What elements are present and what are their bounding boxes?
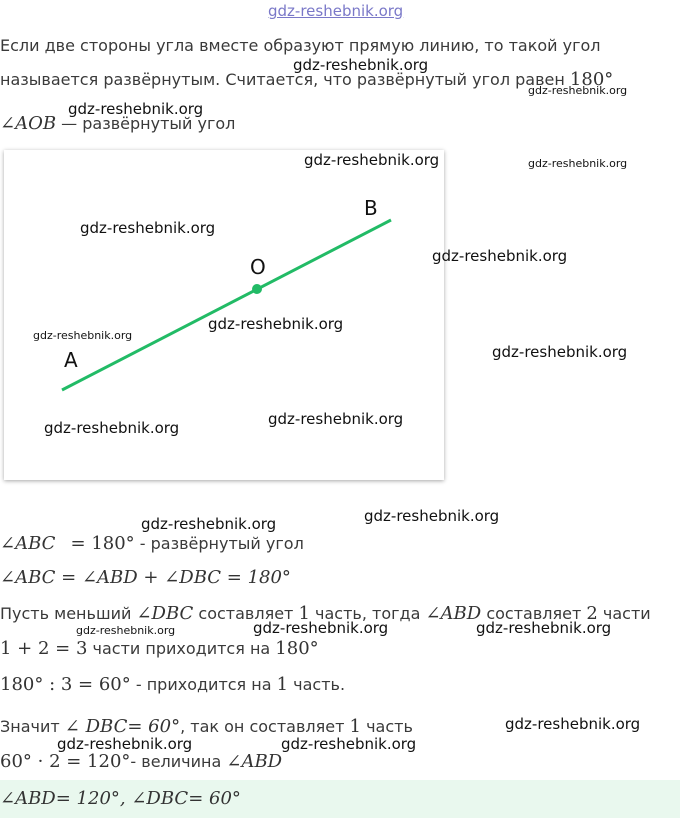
angle-dbc-value: ∠ DBC= 60° xyxy=(64,716,181,737)
solution-line-3-part-a: Пусть меньший xyxy=(0,604,132,623)
solution-line-1-text: - развёрнутый угол xyxy=(139,534,304,553)
division-equation: 180° : 3 = 60° xyxy=(0,674,131,695)
solution-line-2 xyxy=(0,567,291,588)
solution-line-7 xyxy=(0,751,282,772)
solution-line-4-text: части приходится на xyxy=(92,639,271,658)
solution-line-1 xyxy=(0,533,304,554)
solution-line-7-text: - величина xyxy=(130,752,222,771)
watermark: gdz-reshebnik.org xyxy=(528,157,628,170)
solution-line-3-part-d: составляет xyxy=(486,604,582,623)
intro-line-2-value: 180° xyxy=(569,69,614,90)
watermark: gdz-reshebnik.org xyxy=(33,329,133,342)
watermark: gdz-reshebnik.org xyxy=(268,410,404,428)
watermark: gdz-reshebnik.org xyxy=(76,624,176,637)
equals-180: = 180° xyxy=(70,533,135,554)
solution-line-5-number: 1 xyxy=(276,674,289,695)
intro-line-2-text: называется развёрнутым. Считается, что развёрнутый угол равен xyxy=(0,70,565,89)
solution-line-6 xyxy=(0,716,413,737)
solution-line-3-part-b: составляет xyxy=(198,604,294,623)
watermark: gdz-reshebnik.org xyxy=(281,735,417,753)
intro-line-1: Если две стороны угла вместе образуют прямую линию, то такой угол xyxy=(0,36,601,55)
point-o xyxy=(252,284,262,294)
watermark: gdz-reshebnik.org xyxy=(208,315,344,333)
angle-abc: ∠ABC xyxy=(0,533,56,554)
watermark: gdz-reshebnik.org xyxy=(44,419,180,437)
solution-line-6-part-c: часть xyxy=(366,717,413,736)
watermark: gdz-reshebnik.org xyxy=(528,84,628,97)
watermark-top: gdz-reshebnik.org xyxy=(268,2,404,20)
solution-line-4 xyxy=(0,638,319,659)
label-a: A xyxy=(64,348,78,372)
one-part-number: 1 xyxy=(298,603,310,624)
watermark: gdz-reshebnik.org xyxy=(505,715,641,733)
watermark: gdz-reshebnik.org xyxy=(68,100,204,118)
two-parts-number: 2 xyxy=(586,603,598,624)
watermark: gdz-reshebnik.org xyxy=(80,219,216,237)
solution-line-3 xyxy=(0,603,651,624)
watermark: gdz-reshebnik.org xyxy=(432,247,568,265)
solution-line-6-part-a: Значит xyxy=(0,717,60,736)
watermark: gdz-reshebnik.org xyxy=(253,619,389,637)
line-ab xyxy=(62,220,391,390)
multiplication-equation: 60° · 2 = 120° xyxy=(0,751,131,772)
angle-aob: ∠AOB xyxy=(0,113,57,134)
solution-line-5-end: часть. xyxy=(293,675,346,694)
watermark: gdz-reshebnik.org xyxy=(57,735,193,753)
solution-line-6-part-b: , так он составляет xyxy=(180,717,345,736)
solution-line-4-value: 180° xyxy=(275,638,319,659)
solution-line-6-number: 1 xyxy=(349,716,361,737)
solution-line-5 xyxy=(0,674,345,695)
answer-box xyxy=(0,780,680,818)
parts-sum: 1 + 2 = 3 xyxy=(0,638,88,659)
watermark: gdz-reshebnik.org xyxy=(476,619,612,637)
angle-abd: ∠ABD xyxy=(425,603,482,624)
watermark: gdz-reshebnik.org xyxy=(141,515,277,533)
angle-dbc: ∠DBC xyxy=(136,603,194,624)
angle-sum-equation: ∠ABC = ∠ABD + ∠DBC = 180° xyxy=(0,567,291,588)
solution-line-3-part-e: части xyxy=(602,604,651,623)
answer-text: ∠ABD= 120°, ∠DBC= 60° xyxy=(0,788,241,809)
label-o: O xyxy=(250,255,266,279)
angle-abd-ref: ∠ABD xyxy=(226,751,283,772)
solution-line-3-part-c: часть, тогда xyxy=(315,604,421,623)
watermark: gdz-reshebnik.org xyxy=(293,56,429,74)
watermark: gdz-reshebnik.org xyxy=(304,151,440,169)
intro-line-3-text: — развёрнутый угол xyxy=(56,114,236,133)
watermark: gdz-reshebnik.org xyxy=(492,343,628,361)
watermark: gdz-reshebnik.org xyxy=(364,507,500,525)
label-b: B xyxy=(364,196,378,220)
solution-line-5-text: - приходится на xyxy=(135,675,272,694)
